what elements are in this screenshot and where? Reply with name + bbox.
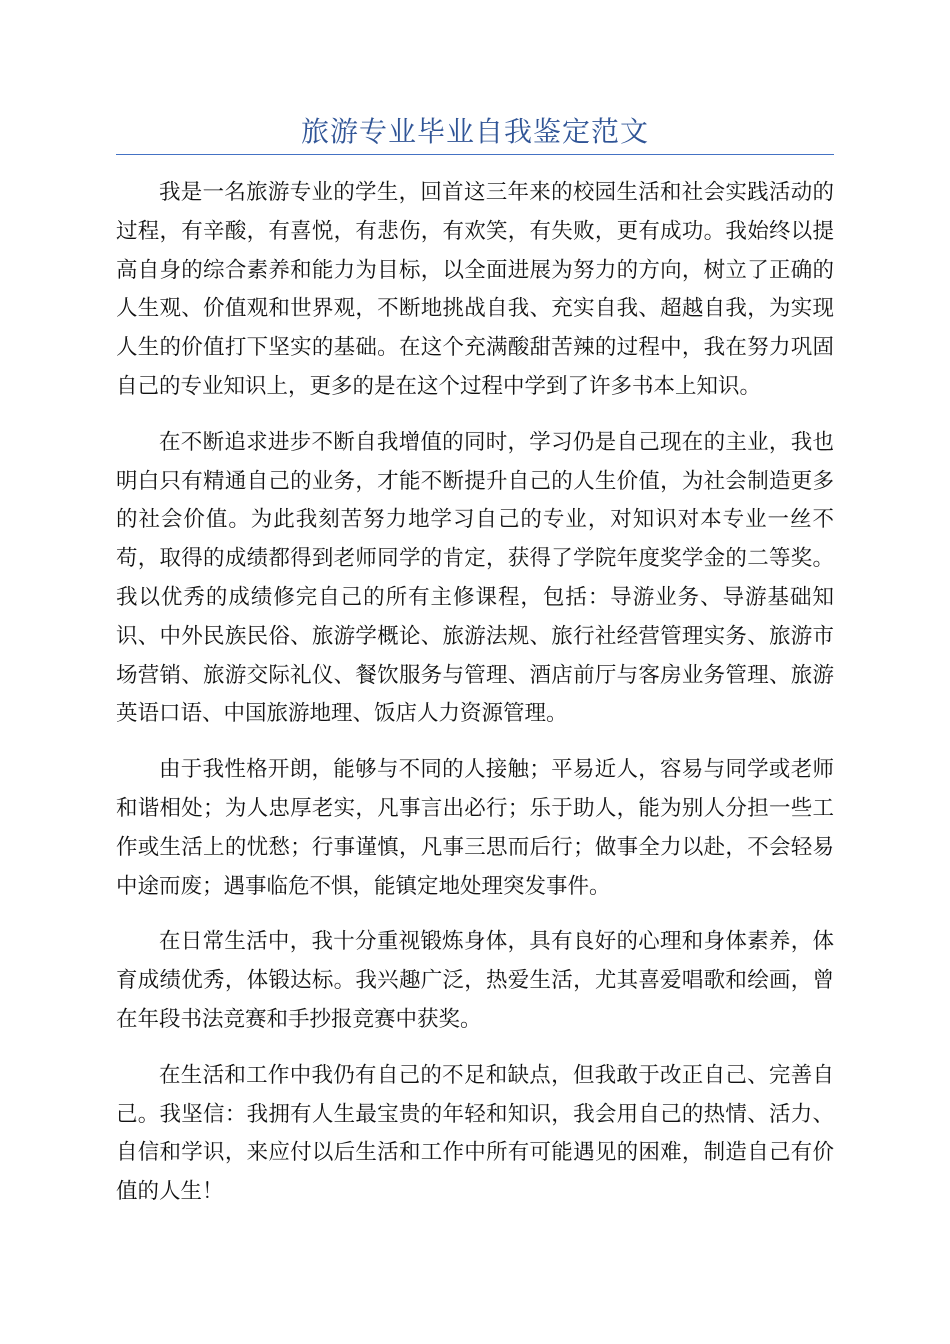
paragraph-5: 在生活和工作中我仍有自己的不足和缺点，但我敢于改正自己、完善自己。我坚信：我拥有人生最宝贵的年轻和知识，我会用自己的热情、活力、自信和学识，来应付以后生活和工作中所有可能遇见的困难，制造自己有价值的人生！ — [116, 1062, 834, 1205]
paragraph-1: 我是一名旅游专业的学生，回首这三年来的校园生活和社会实践活动的过程，有辛酸，有喜悦，有悲伤，有欢笑，有失败，更有成功。我始终以提高自身的综合素养和能力为目标，以全面进展为努力的方向，树立了正确的人生观、价值观和世界观，不断地挑战自我、充实自我、超越自我，为实现人生的价值打下坚实的基础。在这个充满酸甜苦辣的过程中，我在努力巩固自己的专业知识上，更多的是在这个过程中学到了许多书本上知识。 — [116, 180, 834, 399]
paragraph-2: 在不断追求进步不断自我增值的同时，学习仍是自己现在的主业，我也明白只有精通自己的业务，才能不断提升自己的人生价值，为社会制造更多的社会价值。为此我刻苦努力地学习自己的专业，对知识对本专业一丝不苟，取得的成绩都得到老师同学的肯定，获得了学院年度奖学金的二等奖。我以优秀的成绩修完自己的所有主修课程，包括：导游业务、导游基础知识、中外民族民俗、旅游学概论、旅游法规、旅行社经营管理实务、旅游市场营销、旅游交际礼仪、餐饮服务与管理、酒店前厅与客房业务管理、旅游英语口语、中国旅游地理、饭店人力资源管理。 — [116, 429, 834, 727]
document-body — [116, 174, 834, 1229]
document-title: 旅游专业毕业自我鉴定范文 — [300, 115, 649, 148]
paragraph-3: 由于我性格开朗，能够与不同的人接触；平易近人，容易与同学或老师和谐相处；为人忠厚老实，凡事言出必行；乐于助人，能为别人分担一些工作或生活上的忧愁；行事谨慎，凡事三思而后行；做事全力以赴，不会轻易中途而废；遇事临危不惧，能镇定地处理突发事件。 — [116, 757, 834, 899]
title-underline — [116, 154, 834, 155]
paragraph-4: 在日常生活中，我十分重视锻炼身体，具有良好的心理和身体素养，体育成绩优秀，体锻达标。我兴趣广泛，热爱生活，尤其喜爱唱歌和绘画，曾在年段书法竞赛和手抄报竞赛中获奖。 — [116, 929, 834, 1032]
